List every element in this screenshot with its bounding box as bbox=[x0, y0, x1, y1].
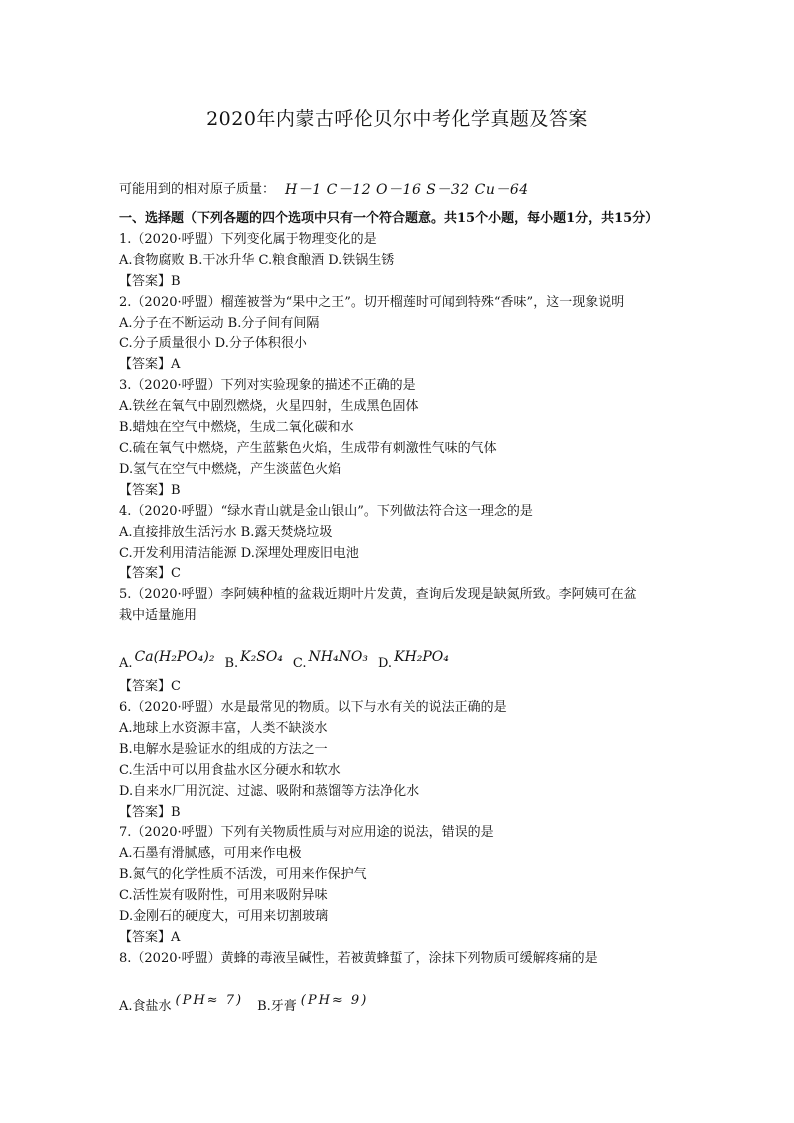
answer-option: A.地球上水资源丰富，人类不缺淡水 bbox=[119, 720, 328, 736]
answer-option: A.分子在不断运动 B.分子间有间隔 bbox=[119, 315, 320, 331]
question-stem: 4.（2020·呼盟）“绿水青山就是金山银山”。下列做法符合这一理念的是 bbox=[119, 503, 533, 519]
option-letter: C. bbox=[292, 656, 307, 672]
option-letter: B. bbox=[224, 656, 239, 672]
answer-key: 【答案】A bbox=[119, 357, 181, 373]
question-item bbox=[119, 949, 679, 1014]
answer-option: C.分子质量很小 D.分子体积很小 bbox=[119, 336, 307, 352]
option-label: B.牙膏 bbox=[257, 998, 297, 1014]
answer-option: A.直接排放生活污水 B.露天焚烧垃圾 bbox=[119, 524, 333, 540]
chemical-formula: Ca(H₂PO₄)₂ bbox=[134, 649, 215, 666]
chem-option bbox=[119, 649, 215, 672]
ph-option bbox=[119, 992, 244, 1014]
chemical-formula: K₂SO₄ bbox=[240, 649, 283, 666]
answer-option: D.自来水厂用沉淀、过滤、吸附和蒸馏等方法净化水 bbox=[119, 783, 420, 799]
ph-formula: (PH≈ 7) bbox=[175, 992, 244, 1008]
answer-option: B.电解水是验证水的组成的方法之一 bbox=[119, 741, 328, 757]
question-item bbox=[119, 230, 679, 293]
answer-option: D.氢气在空气中燃烧，产生淡蓝色火焰 bbox=[119, 461, 342, 477]
chem-options-row bbox=[119, 631, 679, 671]
option-letter: A. bbox=[119, 656, 133, 672]
question-item bbox=[119, 823, 679, 948]
option-label: A.食盐水 bbox=[119, 998, 172, 1014]
atomic-mass-line bbox=[119, 176, 679, 204]
answer-key: 【答案】B bbox=[119, 273, 181, 289]
chem-option bbox=[224, 649, 283, 672]
answer-key: 【答案】A bbox=[119, 930, 181, 945]
answer-key: 【答案】C bbox=[119, 566, 181, 582]
question-stem: 5.（2020·呼盟）李阿姨种植的盆栽近期叶片发黄，查询后发现是缺氮所致。李阿姨可在盆 bbox=[119, 587, 637, 603]
answer-option: A.食物腐败 B.干冰升华 C.粮食酿酒 D.铁锅生锈 bbox=[119, 252, 395, 268]
question-list bbox=[119, 230, 679, 1014]
answer-key: 【答案】C bbox=[119, 679, 181, 695]
ph-options-row bbox=[119, 976, 679, 1014]
question-item bbox=[119, 585, 679, 698]
answer-option: A.石墨有滑腻感，可用来作电极 bbox=[119, 846, 302, 862]
answer-key: 【答案】B bbox=[119, 804, 181, 820]
answer-option: C.开发利用清洁能源 D.深埋处理废旧电池 bbox=[119, 545, 359, 561]
question-stem: 栽中适量施用 bbox=[119, 608, 198, 624]
question-stem: 7.（2020·呼盟）下列有关物质性质与对应用途的说法，错误的是 bbox=[119, 825, 494, 841]
ph-formula: (PH≈ 9) bbox=[300, 992, 369, 1008]
question-stem: 2.（2020·呼盟）榴莲被誉为“果中之王”。切开榴莲时可闻到特殊“香味”，这一现象说明 bbox=[119, 294, 625, 310]
answer-option: B.蜡烛在空气中燃烧，生成二氧化碳和水 bbox=[119, 420, 354, 436]
section-heading: 一、选择题（下列各题的四个选项中只有一个符合题意。共15个小题，每小题1分，共15分） bbox=[119, 211, 659, 226]
question-stem: 8.（2020·呼盟）黄蜂的毒液呈碱性，若被黄蜂蜇了，涂抹下列物质可缓解疼痛的是 bbox=[119, 950, 598, 966]
question-stem: 3.（2020·呼盟）下列对实验现象的描述不正确的是 bbox=[119, 378, 416, 394]
answer-option: B.氮气的化学性质不活泼，可用来作保护气 bbox=[119, 867, 367, 883]
answer-option: A.铁丝在氧气中剧烈燃烧，火星四射，生成黑色固体 bbox=[119, 399, 419, 415]
question-item bbox=[119, 698, 679, 823]
question-item bbox=[119, 293, 679, 377]
atomic-mass-formula: H－1 C－12 O－16 S－32 Cu－64 bbox=[285, 181, 529, 198]
question-item bbox=[119, 376, 679, 501]
answer-option: C.生活中可以用食盐水区分硬水和软水 bbox=[119, 762, 341, 778]
question-stem: 6.（2020·呼盟）水是最常见的物质。以下与水有关的说法正确的是 bbox=[119, 700, 507, 716]
answer-option: C.活性炭有吸附性，可用来吸附异味 bbox=[119, 888, 328, 904]
document-body bbox=[119, 176, 679, 1014]
page-title: 2020年内蒙古呼伦贝尔中考化学真题及答案 bbox=[206, 108, 588, 130]
ph-option bbox=[257, 992, 369, 1014]
atomic-mass-label: 可能用到的相对原子质量： bbox=[119, 181, 276, 197]
answer-option: C.硫在氧气中燃烧，产生蓝紫色火焰，生成带有刺激性气味的气体 bbox=[119, 440, 497, 456]
question-item bbox=[119, 502, 679, 586]
chem-option bbox=[377, 649, 449, 672]
answer-key: 【答案】B bbox=[119, 482, 181, 498]
answer-option: D.金刚石的硬度大，可用来切割玻璃 bbox=[119, 909, 329, 925]
chemical-formula: NH₄NO₃ bbox=[308, 649, 368, 666]
question-stem: 1.（2020·呼盟）下列变化属于物理变化的是 bbox=[119, 231, 377, 247]
chem-option bbox=[292, 649, 368, 672]
chemical-formula: KH₂PO₄ bbox=[394, 649, 449, 666]
option-letter: D. bbox=[377, 656, 393, 672]
